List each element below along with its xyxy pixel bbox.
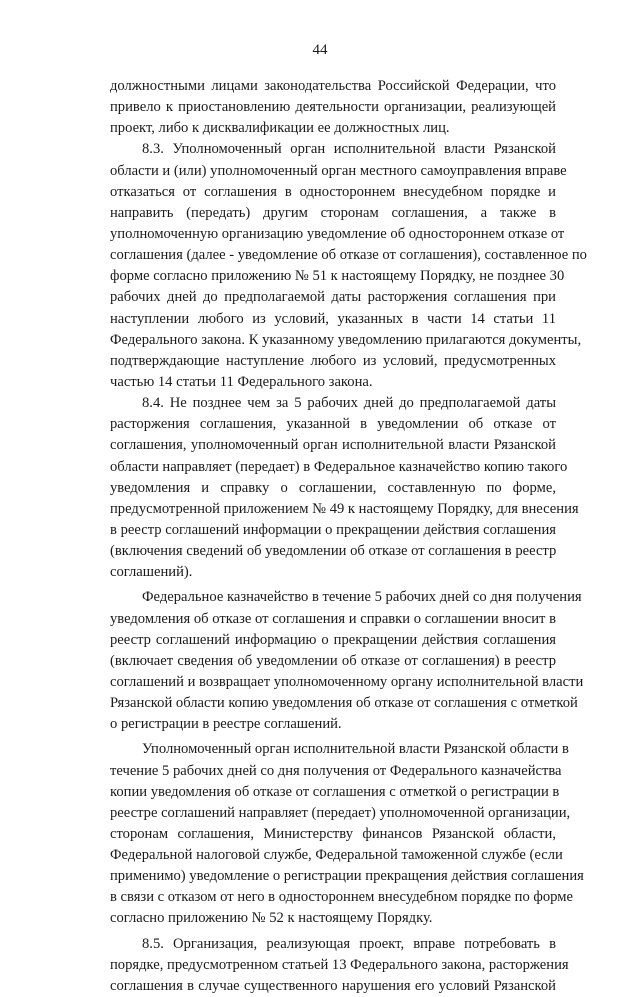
text-line: уведомления об отказе от соглашения и справки о соглашении вносит в (110, 610, 556, 627)
text-line: уполномоченную организацию уведомление об одностороннем отказе от (110, 225, 565, 242)
text-line: реестр соглашений информацию о прекращении действия соглашения (110, 631, 556, 648)
text-line: реестре соглашений направляет (передает) уполномоченной организации, (110, 804, 571, 821)
text-line: соглашения, уполномоченный орган исполнительной власти Рязанской (110, 437, 556, 454)
text-line: 8.5. Организация, реализующая проект, вправе потребовать в (142, 935, 556, 952)
text-line: соглашений). (110, 564, 193, 581)
text-line: в реестр соглашений информации о прекращении действия соглашения (110, 521, 556, 538)
text-line: 8.4. Не позднее чем за 5 рабочих дней до предполагаемой даты (142, 395, 556, 412)
text-line: Уполномоченный орган исполнительной власти Рязанской области в (142, 741, 569, 758)
paragraph-8-5 (110, 934, 569, 997)
text-line: расторжения соглашения, указанной в уведомлении об отказе от (110, 416, 556, 433)
paragraph-authority (110, 739, 584, 929)
paragraph-8-4 (110, 393, 579, 583)
text-line: соглашений и возвращает уполномоченному органу исполнительной власти (110, 673, 584, 690)
text-line: должностными лицами законодательства Российской Федерации, что (110, 78, 556, 94)
text-line: области и (или) уполномоченный орган местного самоуправления вправе (110, 162, 567, 179)
text-line: применимо) уведомление о регистрации прекращения действия соглашения (110, 868, 584, 885)
text-line: Федеральное казначейство в течение 5 рабочих дней со дня получения (142, 589, 582, 606)
text-line: отказаться от соглашения в одностороннем внесудебном порядке и (110, 183, 556, 200)
text-line: наступлении любого из условий, указанных в части 14 статьи 11 (110, 310, 556, 327)
text-line: частью 14 статьи 11 Федерального закона. (110, 373, 373, 390)
text-line: соглашения (далее - уведомление об отказе от соглашения), составленное по (110, 247, 587, 264)
text-line: предусмотренной приложением № 49 к настоящему Порядку, для внесения (110, 500, 579, 517)
text-line: области направляет (передает) в Федеральное казначейство копию такого (110, 458, 568, 475)
text-line: 8.3. Уполномоченный орган исполнительной власти Рязанской (142, 141, 556, 158)
text-line: (включения сведений об уведомлении об отказе от соглашения в реестр (110, 543, 557, 560)
page-number: 44 (312, 42, 328, 58)
text-line: привело к приостановлению деятельности организации, реализующей (110, 99, 556, 116)
paragraph-8-3 (110, 139, 587, 393)
text-line: порядке, предусмотренном статьей 13 Федерального закона, расторжения (110, 956, 569, 973)
text-line: копии уведомления об отказе от соглашения с отметкой о регистрации в (110, 783, 560, 800)
text-line: подтверждающие наступление любого из условий, предусмотренных (110, 352, 556, 369)
text-line: Федеральной налоговой службе, Федеральной таможенной службе (если (110, 847, 563, 864)
body-text (110, 76, 587, 997)
text-line: направить (передать) другим сторонам соглашения, а также в (110, 204, 556, 221)
text-line: течение 5 рабочих дней со дня получения от Федерального казначейства (110, 762, 562, 779)
paragraph-continuation (110, 76, 556, 139)
text-line: Федерального закона. К указанному уведомлению прилагаются документы, (110, 331, 582, 348)
text-line: соглашения в случае существенного нарушения его условий Рязанской (110, 977, 556, 994)
text-line: (включает сведения об уведомлении об отказе от соглашения) в реестр (110, 652, 556, 669)
text-line: форме согласно приложению № 51 к настоящему Порядку, не позднее 30 (110, 268, 565, 285)
text-line: рабочих дней до предполагаемой даты расторжения соглашения при (110, 289, 556, 306)
text-line: Рязанской области копию уведомления об отказе от соглашения с отметкой (110, 695, 578, 712)
paragraph-treasury (110, 587, 584, 735)
text-line: уведомления и справку о соглашении, составленную по форме, (110, 479, 556, 496)
text-line: проект, либо к дисквалификации ее должностных лиц. (110, 120, 450, 137)
text-line: о регистрации в реестре соглашений. (110, 716, 342, 733)
text-line: согласно приложению № 52 к настоящему Порядку. (110, 910, 433, 927)
text-line: в связи с отказом от него в одностороннем внесудебном порядке по форме (110, 889, 573, 906)
text-line: сторонам соглашения, Министерству финансов Рязанской области, (110, 825, 556, 842)
